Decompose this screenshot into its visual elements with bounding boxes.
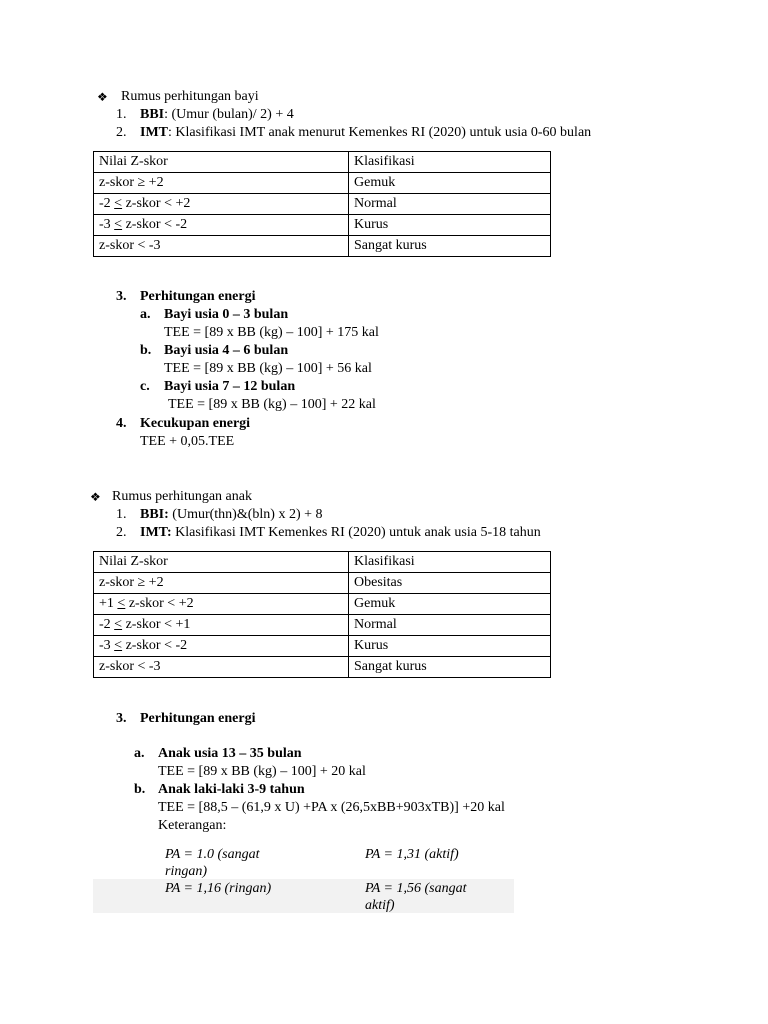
table-header-cell: Nilai Z-skor: [94, 552, 349, 573]
zscore-cell: z-skor < -3: [94, 657, 349, 678]
classification-cell: Gemuk: [349, 173, 551, 194]
table-header-cell: Klasifikasi: [349, 152, 551, 173]
classification-cell: Sangat kurus: [349, 657, 551, 678]
list-item: [140, 506, 323, 524]
imt-description: Klasifikasi IMT Kemenkes RI (2020) untuk anak usia 5-18 tahun: [171, 525, 541, 540]
list-letter: a.: [140, 307, 151, 322]
list-number: 2.: [116, 525, 127, 540]
classification-cell: Gemuk: [349, 594, 551, 615]
note-label: Keterangan:: [158, 818, 227, 833]
table-row: [94, 573, 551, 594]
bbi-formula: : (Umur (bulan)/ 2) + 4: [164, 107, 294, 122]
zscore-cell: -3 < z-skor < -2: [94, 636, 349, 657]
table-header-row: [94, 152, 551, 173]
list-letter: b.: [134, 782, 146, 797]
table-row: [94, 236, 551, 257]
table-header-cell: Nilai Z-skor: [94, 152, 349, 173]
list-number: 2.: [116, 125, 127, 140]
list-number: 4.: [116, 416, 127, 431]
tee-formula: TEE = [89 x BB (kg) – 100] + 56 kal: [164, 361, 372, 376]
bullet-icon: ❖: [97, 90, 108, 104]
subitem-label: Bayi usia 7 – 12 bulan: [164, 379, 296, 394]
classification-cell: Sangat kurus: [349, 236, 551, 257]
tee-formula: TEE = [89 x BB (kg) – 100] + 22 kal: [168, 397, 376, 412]
subitem-label: Bayi usia 0 – 3 bulan: [164, 307, 289, 322]
tee-formula: TEE = [89 x BB (kg) – 100] + 20 kal: [158, 764, 366, 779]
table-row: [94, 657, 551, 678]
list-item: [140, 106, 294, 124]
zscore-cell: z-skor ≥ +2: [94, 573, 349, 594]
list-item: [140, 524, 541, 542]
classification-cell: Normal: [349, 615, 551, 636]
pa-value: aktif): [365, 898, 395, 913]
subitem-label: Anak usia 13 – 35 bulan: [158, 746, 302, 761]
bbi-label: BBI:: [140, 507, 169, 522]
imt-label: IMT:: [140, 525, 172, 540]
table-row: [94, 173, 551, 194]
classification-cell: Kurus: [349, 636, 551, 657]
tee-formula: TEE = [89 x BB (kg) – 100] + 175 kal: [164, 325, 379, 340]
classification-cell: Kurus: [349, 215, 551, 236]
zscore-cell: z-skor < -3: [94, 236, 349, 257]
zscore-cell: +1 < z-skor < +2: [94, 594, 349, 615]
subitem-label: Anak laki-laki 3-9 tahun: [158, 782, 305, 797]
list-number: 1.: [116, 507, 127, 522]
bbi-label: BBI: [140, 107, 165, 122]
pa-value: PA = 1,16 (ringan): [165, 881, 272, 896]
energy-heading: Perhitungan energi: [140, 711, 256, 726]
zscore-cell: -2 < z-skor < +2: [94, 194, 349, 215]
table-row: [94, 636, 551, 657]
list-number: 3.: [116, 711, 127, 726]
energy-adequacy-heading: Kecukupan energi: [140, 416, 251, 431]
zscore-table-child: [93, 551, 551, 678]
pa-value: PA = 1,31 (aktif): [365, 847, 459, 862]
section1-title: Rumus perhitungan bayi: [121, 89, 259, 104]
energy-heading: Perhitungan energi: [140, 289, 256, 304]
imt-label: IMT: [140, 125, 168, 140]
table-row: [94, 194, 551, 215]
list-number: 1.: [116, 107, 127, 122]
table-row: [94, 594, 551, 615]
table-header-row: [94, 552, 551, 573]
list-number: 3.: [116, 289, 127, 304]
bullet-icon: ❖: [90, 490, 101, 504]
list-letter: b.: [140, 343, 152, 358]
list-letter: a.: [134, 746, 145, 761]
zscore-cell: -3 < z-skor < -2: [94, 215, 349, 236]
tee-formula: TEE = [88,5 – (61,9 x U) +PA x (26,5xBB+903xTB)] +20 kal: [158, 800, 505, 815]
zscore-cell: z-skor ≥ +2: [94, 173, 349, 194]
list-item: [140, 124, 591, 142]
zscore-cell: -2 < z-skor < +1: [94, 615, 349, 636]
list-letter: c.: [140, 379, 150, 394]
table-header-cell: Klasifikasi: [349, 552, 551, 573]
pa-value: ringan): [165, 864, 207, 879]
classification-cell: Normal: [349, 194, 551, 215]
table-row: [94, 615, 551, 636]
table-row: [94, 215, 551, 236]
imt-description: : Klasifikasi IMT anak menurut Kemenkes RI (2020) untuk usia 0-60 bulan: [168, 125, 592, 140]
pa-value: PA = 1.0 (sangat: [165, 847, 260, 862]
pa-value: PA = 1,56 (sangat: [365, 881, 467, 896]
subitem-label: Bayi usia 4 – 6 bulan: [164, 343, 289, 358]
bbi-formula: (Umur(thn)&(bln) x 2) + 8: [168, 507, 323, 522]
zscore-table-infant: [93, 151, 551, 257]
section2-title: Rumus perhitungan anak: [112, 489, 252, 504]
classification-cell: Obesitas: [349, 573, 551, 594]
adequacy-formula: TEE + 0,05.TEE: [140, 434, 235, 449]
